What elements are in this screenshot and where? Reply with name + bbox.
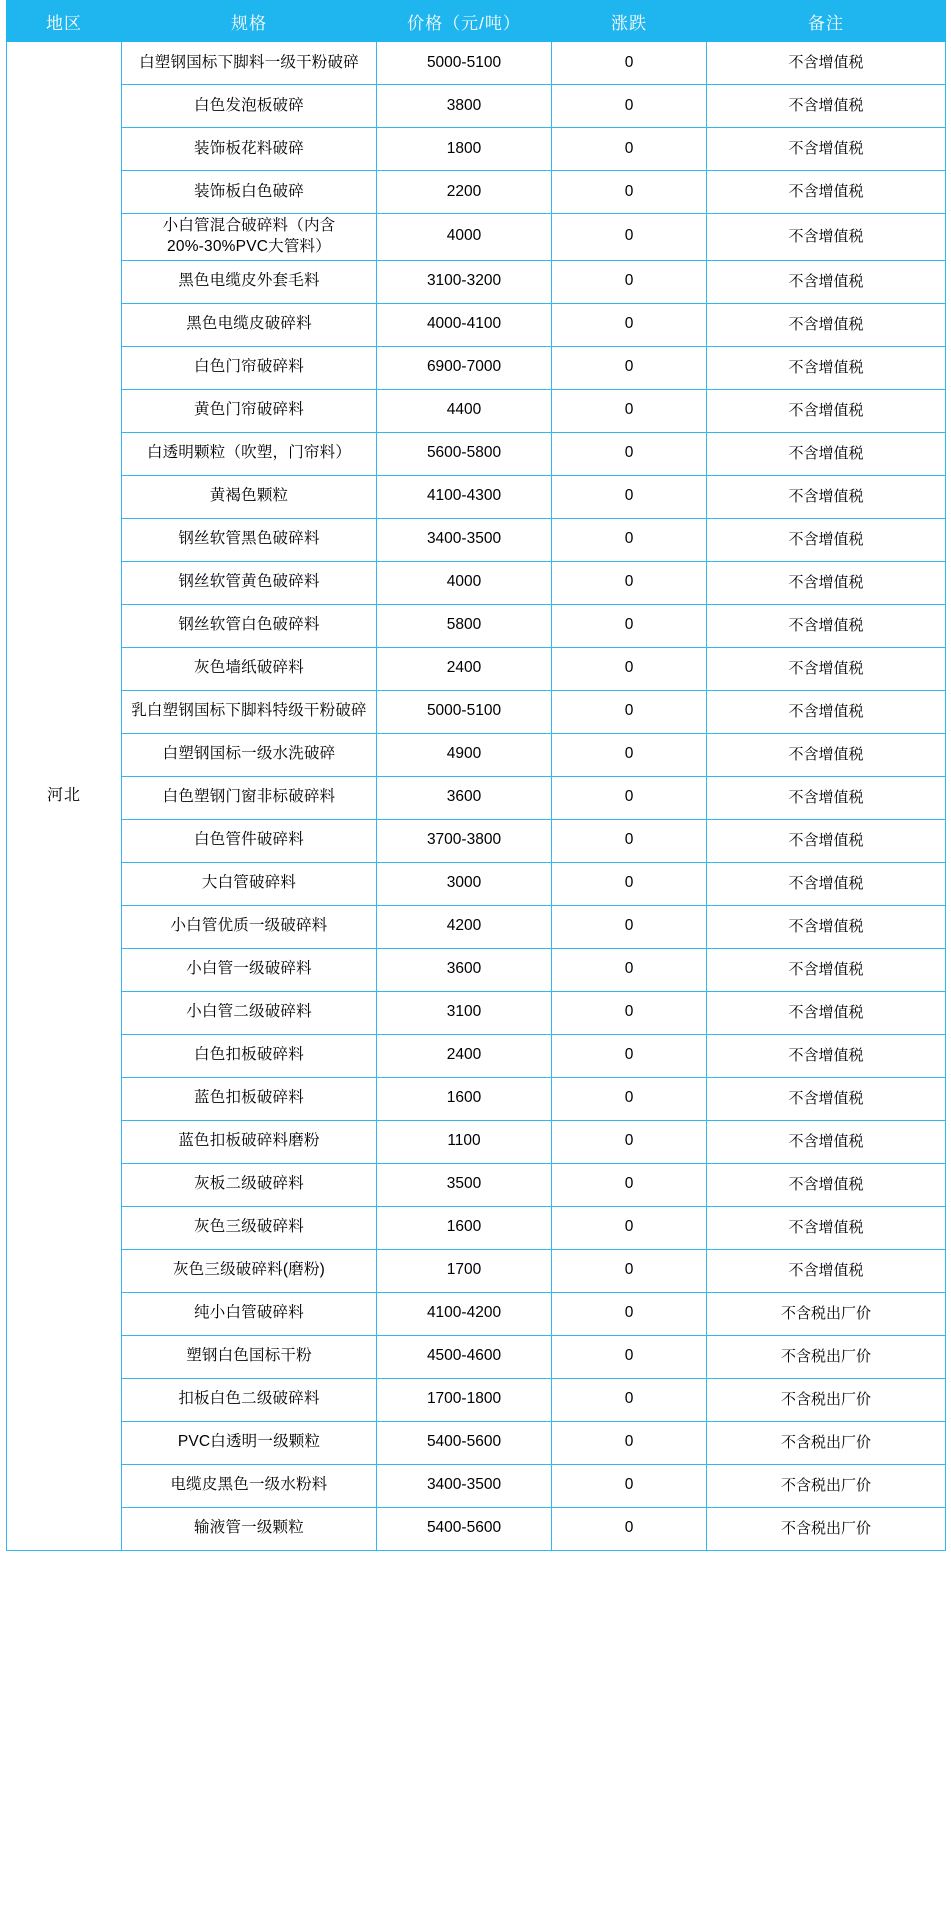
table-row bbox=[7, 1507, 946, 1550]
change-cell: 0 bbox=[552, 905, 707, 948]
spec-cell: 输液管一级颗粒 bbox=[122, 1507, 377, 1550]
change-cell: 0 bbox=[552, 862, 707, 905]
column-header-spec: 规格 bbox=[122, 1, 377, 42]
note-cell: 不含增值税 bbox=[707, 991, 946, 1034]
spec-cell: 电缆皮黑色一级水粉料 bbox=[122, 1464, 377, 1507]
change-cell: 0 bbox=[552, 260, 707, 303]
table-header-row bbox=[7, 1, 946, 42]
change-cell: 0 bbox=[552, 819, 707, 862]
price-cell: 3000 bbox=[377, 862, 552, 905]
price-cell: 3100 bbox=[377, 991, 552, 1034]
change-cell: 0 bbox=[552, 42, 707, 85]
note-cell: 不含增值税 bbox=[707, 303, 946, 346]
note-cell: 不含增值税 bbox=[707, 819, 946, 862]
price-cell: 4400 bbox=[377, 389, 552, 432]
price-cell: 1600 bbox=[377, 1206, 552, 1249]
table-row bbox=[7, 389, 946, 432]
table-row bbox=[7, 171, 946, 214]
spec-cell: 黄色门帘破碎料 bbox=[122, 389, 377, 432]
price-cell: 5400-5600 bbox=[377, 1507, 552, 1550]
price-cell: 6900-7000 bbox=[377, 346, 552, 389]
spec-cell: 灰色三级破碎料(磨粉) bbox=[122, 1249, 377, 1292]
price-cell: 1700 bbox=[377, 1249, 552, 1292]
change-cell: 0 bbox=[552, 128, 707, 171]
table-row bbox=[7, 733, 946, 776]
price-cell: 4900 bbox=[377, 733, 552, 776]
change-cell: 0 bbox=[552, 518, 707, 561]
note-cell: 不含增值税 bbox=[707, 1120, 946, 1163]
change-cell: 0 bbox=[552, 1077, 707, 1120]
table-row bbox=[7, 1077, 946, 1120]
note-cell: 不含增值税 bbox=[707, 214, 946, 261]
note-cell: 不含增值税 bbox=[707, 1206, 946, 1249]
table-row bbox=[7, 561, 946, 604]
note-cell: 不含税出厂价 bbox=[707, 1292, 946, 1335]
price-cell: 1800 bbox=[377, 128, 552, 171]
change-cell: 0 bbox=[552, 733, 707, 776]
table-row bbox=[7, 1335, 946, 1378]
note-cell: 不含增值税 bbox=[707, 346, 946, 389]
note-cell: 不含增值税 bbox=[707, 42, 946, 85]
change-cell: 0 bbox=[552, 647, 707, 690]
price-cell: 4200 bbox=[377, 905, 552, 948]
region-cell: 河北 bbox=[7, 42, 122, 1551]
note-cell: 不含税出厂价 bbox=[707, 1378, 946, 1421]
spec-cell: 白色门帘破碎料 bbox=[122, 346, 377, 389]
change-cell: 0 bbox=[552, 1249, 707, 1292]
note-cell: 不含增值税 bbox=[707, 1077, 946, 1120]
note-cell: 不含增值税 bbox=[707, 733, 946, 776]
spec-cell: 塑钢白色国标干粉 bbox=[122, 1335, 377, 1378]
spec-cell: 白色管件破碎料 bbox=[122, 819, 377, 862]
note-cell: 不含增值税 bbox=[707, 171, 946, 214]
note-cell: 不含增值税 bbox=[707, 776, 946, 819]
change-cell: 0 bbox=[552, 214, 707, 261]
table-row bbox=[7, 1163, 946, 1206]
change-cell: 0 bbox=[552, 948, 707, 991]
change-cell: 0 bbox=[552, 604, 707, 647]
note-cell: 不含增值税 bbox=[707, 260, 946, 303]
spec-cell: 装饰板花料破碎 bbox=[122, 128, 377, 171]
table-row bbox=[7, 128, 946, 171]
change-cell: 0 bbox=[552, 1292, 707, 1335]
change-cell: 0 bbox=[552, 475, 707, 518]
price-cell: 5000-5100 bbox=[377, 42, 552, 85]
table-row bbox=[7, 1378, 946, 1421]
note-cell: 不含税出厂价 bbox=[707, 1421, 946, 1464]
change-cell: 0 bbox=[552, 1464, 707, 1507]
change-cell: 0 bbox=[552, 561, 707, 604]
note-cell: 不含增值税 bbox=[707, 905, 946, 948]
spec-cell: 黑色电缆皮外套毛料 bbox=[122, 260, 377, 303]
price-cell: 5800 bbox=[377, 604, 552, 647]
spec-cell: 小白管优质一级破碎料 bbox=[122, 905, 377, 948]
price-cell: 2400 bbox=[377, 1034, 552, 1077]
change-cell: 0 bbox=[552, 1507, 707, 1550]
table-row bbox=[7, 475, 946, 518]
table-row bbox=[7, 1421, 946, 1464]
change-cell: 0 bbox=[552, 690, 707, 733]
column-header-price: 价格（元/吨） bbox=[377, 1, 552, 42]
price-cell: 5600-5800 bbox=[377, 432, 552, 475]
table-row bbox=[7, 905, 946, 948]
column-header-note: 备注 bbox=[707, 1, 946, 42]
price-cell: 4000-4100 bbox=[377, 303, 552, 346]
table-row bbox=[7, 85, 946, 128]
pvc-price-table bbox=[6, 0, 946, 1551]
price-cell: 3600 bbox=[377, 776, 552, 819]
price-cell: 3800 bbox=[377, 85, 552, 128]
spec-cell: 乳白塑钢国标下脚料特级干粉破碎 bbox=[122, 690, 377, 733]
change-cell: 0 bbox=[552, 1378, 707, 1421]
change-cell: 0 bbox=[552, 1335, 707, 1378]
spec-cell: 白塑钢国标一级水洗破碎 bbox=[122, 733, 377, 776]
change-cell: 0 bbox=[552, 1034, 707, 1077]
price-cell: 4000 bbox=[377, 214, 552, 261]
table-row bbox=[7, 260, 946, 303]
table-body bbox=[7, 42, 946, 1551]
spec-cell: 白色扣板破碎料 bbox=[122, 1034, 377, 1077]
table-row bbox=[7, 948, 946, 991]
price-cell: 2400 bbox=[377, 647, 552, 690]
spec-cell: 钢丝软管白色破碎料 bbox=[122, 604, 377, 647]
table-row bbox=[7, 1464, 946, 1507]
change-cell: 0 bbox=[552, 432, 707, 475]
change-cell: 0 bbox=[552, 776, 707, 819]
price-cell: 4500-4600 bbox=[377, 1335, 552, 1378]
spec-cell: 蓝色扣板破碎料磨粉 bbox=[122, 1120, 377, 1163]
spec-cell: 小白管一级破碎料 bbox=[122, 948, 377, 991]
price-cell: 1100 bbox=[377, 1120, 552, 1163]
note-cell: 不含增值税 bbox=[707, 1249, 946, 1292]
change-cell: 0 bbox=[552, 303, 707, 346]
spec-cell: 蓝色扣板破碎料 bbox=[122, 1077, 377, 1120]
price-cell: 3700-3800 bbox=[377, 819, 552, 862]
table-row bbox=[7, 1206, 946, 1249]
table-row bbox=[7, 690, 946, 733]
price-cell: 4100-4300 bbox=[377, 475, 552, 518]
change-cell: 0 bbox=[552, 1206, 707, 1249]
price-cell: 2200 bbox=[377, 171, 552, 214]
price-cell: 1700-1800 bbox=[377, 1378, 552, 1421]
change-cell: 0 bbox=[552, 991, 707, 1034]
price-cell: 5000-5100 bbox=[377, 690, 552, 733]
table-row bbox=[7, 991, 946, 1034]
spec-cell: 灰色墙纸破碎料 bbox=[122, 647, 377, 690]
note-cell: 不含增值税 bbox=[707, 604, 946, 647]
note-cell: 不含增值税 bbox=[707, 432, 946, 475]
spec-cell: 灰板二级破碎料 bbox=[122, 1163, 377, 1206]
note-cell: 不含增值税 bbox=[707, 862, 946, 905]
spec-cell: 纯小白管破碎料 bbox=[122, 1292, 377, 1335]
note-cell: 不含税出厂价 bbox=[707, 1335, 946, 1378]
table-row bbox=[7, 518, 946, 561]
spec-cell: 大白管破碎料 bbox=[122, 862, 377, 905]
note-cell: 不含增值税 bbox=[707, 389, 946, 432]
table-row bbox=[7, 346, 946, 389]
table-row bbox=[7, 1249, 946, 1292]
change-cell: 0 bbox=[552, 1421, 707, 1464]
table-row bbox=[7, 303, 946, 346]
spec-cell: PVC白透明一级颗粒 bbox=[122, 1421, 377, 1464]
spec-cell: 小白管混合破碎料（内含20%-30%PVC大管料） bbox=[122, 214, 377, 261]
table-row bbox=[7, 1120, 946, 1163]
change-cell: 0 bbox=[552, 171, 707, 214]
price-cell: 1600 bbox=[377, 1077, 552, 1120]
change-cell: 0 bbox=[552, 85, 707, 128]
note-cell: 不含增值税 bbox=[707, 948, 946, 991]
price-cell: 4000 bbox=[377, 561, 552, 604]
price-cell: 3400-3500 bbox=[377, 518, 552, 561]
spec-cell: 黄褐色颗粒 bbox=[122, 475, 377, 518]
table-row bbox=[7, 1292, 946, 1335]
table-row bbox=[7, 776, 946, 819]
change-cell: 0 bbox=[552, 1163, 707, 1206]
table-row bbox=[7, 647, 946, 690]
spec-cell: 灰色三级破碎料 bbox=[122, 1206, 377, 1249]
note-cell: 不含增值税 bbox=[707, 561, 946, 604]
spec-cell: 白色发泡板破碎 bbox=[122, 85, 377, 128]
column-header-change: 涨跌 bbox=[552, 1, 707, 42]
table-row bbox=[7, 42, 946, 85]
price-cell: 3600 bbox=[377, 948, 552, 991]
table-row bbox=[7, 214, 946, 261]
spec-cell: 白色塑钢门窗非标破碎料 bbox=[122, 776, 377, 819]
note-cell: 不含增值税 bbox=[707, 647, 946, 690]
table-row bbox=[7, 604, 946, 647]
change-cell: 0 bbox=[552, 389, 707, 432]
note-cell: 不含增值税 bbox=[707, 475, 946, 518]
price-cell: 3100-3200 bbox=[377, 260, 552, 303]
note-cell: 不含增值税 bbox=[707, 1034, 946, 1077]
table-row bbox=[7, 1034, 946, 1077]
spec-cell: 装饰板白色破碎 bbox=[122, 171, 377, 214]
spec-cell: 小白管二级破碎料 bbox=[122, 991, 377, 1034]
change-cell: 0 bbox=[552, 346, 707, 389]
spec-cell: 黑色电缆皮破碎料 bbox=[122, 303, 377, 346]
spec-cell: 白透明颗粒（吹塑，门帘料） bbox=[122, 432, 377, 475]
table-header bbox=[7, 1, 946, 42]
table-row bbox=[7, 862, 946, 905]
note-cell: 不含增值税 bbox=[707, 128, 946, 171]
column-header-region: 地区 bbox=[7, 1, 122, 42]
note-cell: 不含增值税 bbox=[707, 690, 946, 733]
price-cell: 5400-5600 bbox=[377, 1421, 552, 1464]
price-cell: 3400-3500 bbox=[377, 1464, 552, 1507]
spec-cell: 扣板白色二级破碎料 bbox=[122, 1378, 377, 1421]
spec-cell: 钢丝软管黑色破碎料 bbox=[122, 518, 377, 561]
table-row bbox=[7, 819, 946, 862]
change-cell: 0 bbox=[552, 1120, 707, 1163]
price-cell: 4100-4200 bbox=[377, 1292, 552, 1335]
spec-cell: 白塑钢国标下脚料一级干粉破碎 bbox=[122, 42, 377, 85]
note-cell: 不含税出厂价 bbox=[707, 1507, 946, 1550]
spec-cell: 钢丝软管黄色破碎料 bbox=[122, 561, 377, 604]
price-cell: 3500 bbox=[377, 1163, 552, 1206]
table-row bbox=[7, 432, 946, 475]
note-cell: 不含税出厂价 bbox=[707, 1464, 946, 1507]
note-cell: 不含增值税 bbox=[707, 85, 946, 128]
note-cell: 不含增值税 bbox=[707, 1163, 946, 1206]
note-cell: 不含增值税 bbox=[707, 518, 946, 561]
